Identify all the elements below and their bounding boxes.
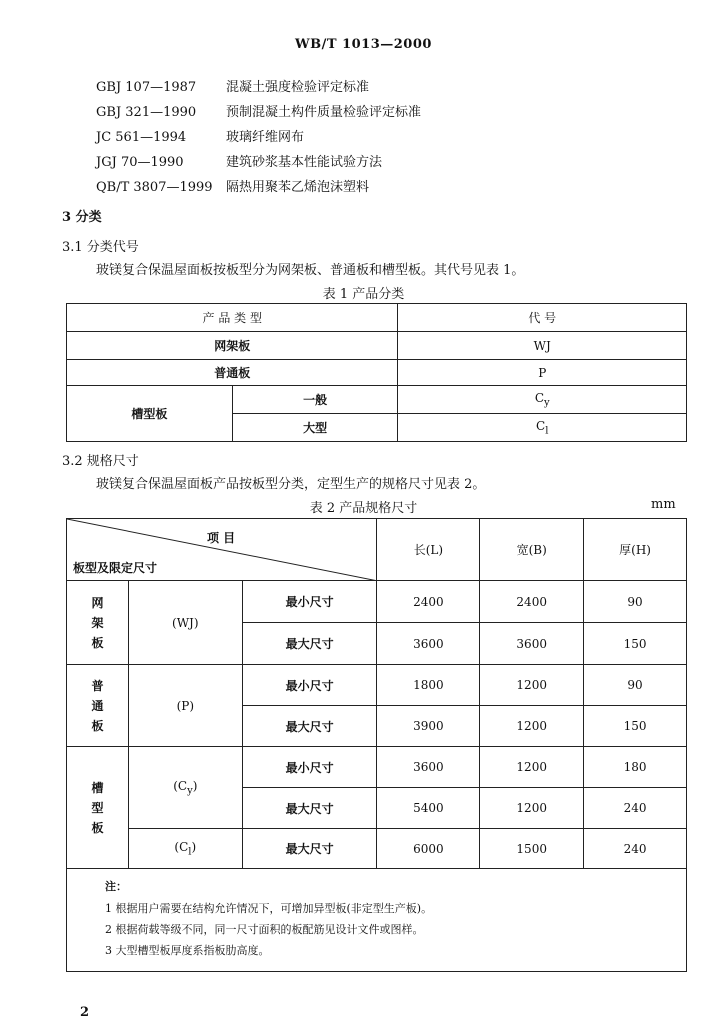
- max-size-label: 最大尺寸: [242, 829, 377, 869]
- reference-item: QB/T 3807—1999 隔热用聚苯乙烯泡沫塑料: [96, 180, 370, 195]
- table1-header-type: 产 品 类 型: [67, 304, 398, 332]
- row-p-name: 普 通 板: [67, 665, 129, 747]
- section-3-1-paragraph: 玻镁复合保温屋面板按板型分为网架板、普通板和槽型板。其代号见表 1。: [96, 263, 525, 278]
- reference-item: JGJ 70—1990 建筑砂浆基本性能试验方法: [96, 155, 383, 170]
- cell-value: 1200: [480, 665, 584, 706]
- max-size-label: 最大尺寸: [242, 788, 377, 829]
- note-item: 2 根据荷载等级不同，同一尺寸面积的板配筋见设计文件或图样。: [105, 923, 424, 936]
- table2-header-thickness: 厚(H): [584, 519, 687, 581]
- table1-code-p: P: [398, 360, 687, 386]
- row-p-code: (P): [128, 665, 242, 747]
- table1-type-c: 槽型板: [67, 386, 233, 442]
- section-3-2-paragraph: 玻镁复合保温屋面板产品按板型分类，定型生产的规格尺寸见表 2。: [96, 477, 486, 492]
- reference-item: JC 561—1994 玻璃纤维网布: [96, 130, 305, 145]
- cell-value: 180: [584, 747, 687, 788]
- cell-value: 1800: [377, 665, 480, 706]
- reference-item: GBJ 107—1987 混凝土强度检验评定标准: [96, 80, 370, 95]
- max-size-label: 最大尺寸: [242, 623, 377, 665]
- table2-caption: 表 2 产品规格尺寸: [309, 501, 418, 516]
- cell-value: 90: [584, 581, 687, 623]
- table1-sub-general: 一般: [232, 386, 398, 414]
- note-item: 3 大型槽型板厚度系指板肋高度。: [105, 944, 270, 957]
- row-wj-code: (WJ): [128, 581, 242, 665]
- max-size-label: 最大尺寸: [242, 706, 377, 747]
- table1-header-code: 代 号: [398, 304, 687, 332]
- row-wj-name: 网 架 板: [67, 581, 129, 665]
- cell-value: 2400: [377, 581, 480, 623]
- cell-value: 6000: [377, 829, 480, 869]
- table1: [66, 303, 687, 442]
- min-size-label: 最小尺寸: [242, 581, 377, 623]
- cell-value: 1200: [480, 788, 584, 829]
- diag-bottom-label: 板型及限定尺寸: [73, 561, 158, 575]
- cell-value: 5400: [377, 788, 480, 829]
- cell-value: 1500: [480, 829, 584, 869]
- table2-header-length: 长(L): [377, 519, 480, 581]
- note-item: 1 根据用户需要在结构允许情况下，可增加异型板(非定型生产板)。: [105, 902, 433, 915]
- cell-value: 90: [584, 665, 687, 706]
- min-size-label: 最小尺寸: [242, 665, 377, 706]
- reference-item: GBJ 321—1990 预制混凝土构件质量检验评定标准: [96, 105, 422, 120]
- cell-value: 1200: [480, 747, 584, 788]
- diag-top-label: 项 目: [207, 531, 236, 545]
- page-header: WB/T 1013—2000: [295, 37, 432, 52]
- table2-notes: [66, 868, 687, 972]
- min-size-label: 最小尺寸: [242, 747, 377, 788]
- cell-value: 150: [584, 623, 687, 665]
- table2-header-width: 宽(B): [480, 519, 584, 581]
- cell-value: 1200: [480, 706, 584, 747]
- table1-type-p: 普通板: [67, 360, 398, 386]
- table1-type-wj: 网架板: [67, 332, 398, 360]
- page-number: 2: [80, 1005, 90, 1020]
- section-3-1-heading: 3.1 分类代号: [62, 240, 139, 255]
- table1-caption: 表 1 产品分类: [322, 287, 405, 302]
- table2: [66, 518, 687, 869]
- cell-value: 3900: [377, 706, 480, 747]
- row-cl-code: $(C_l)$: [128, 829, 242, 869]
- cell-value: 3600: [480, 623, 584, 665]
- cell-value: 240: [584, 829, 687, 869]
- cell-value: 3600: [377, 747, 480, 788]
- notes-heading: 注：: [105, 880, 127, 893]
- section-3-heading: 3 分类: [62, 210, 102, 225]
- table1-code-wj: WJ: [398, 332, 687, 360]
- row-cy-code: $(C_y)$: [128, 747, 242, 829]
- cell-value: 150: [584, 706, 687, 747]
- cell-value: 3600: [377, 623, 480, 665]
- cell-value: 2400: [480, 581, 584, 623]
- section-3-2-heading: 3.2 规格尺寸: [62, 454, 139, 469]
- table1-sub-large: 大型: [232, 414, 398, 442]
- cell-value: 240: [584, 788, 687, 829]
- table2-unit: mm: [651, 497, 676, 512]
- table2-diagonal-header: [67, 519, 377, 581]
- table1-code-cy: $C_y$: [398, 386, 687, 414]
- table1-code-cl: $C_l$: [398, 414, 687, 442]
- row-c-name: 槽 型 板: [67, 747, 129, 869]
